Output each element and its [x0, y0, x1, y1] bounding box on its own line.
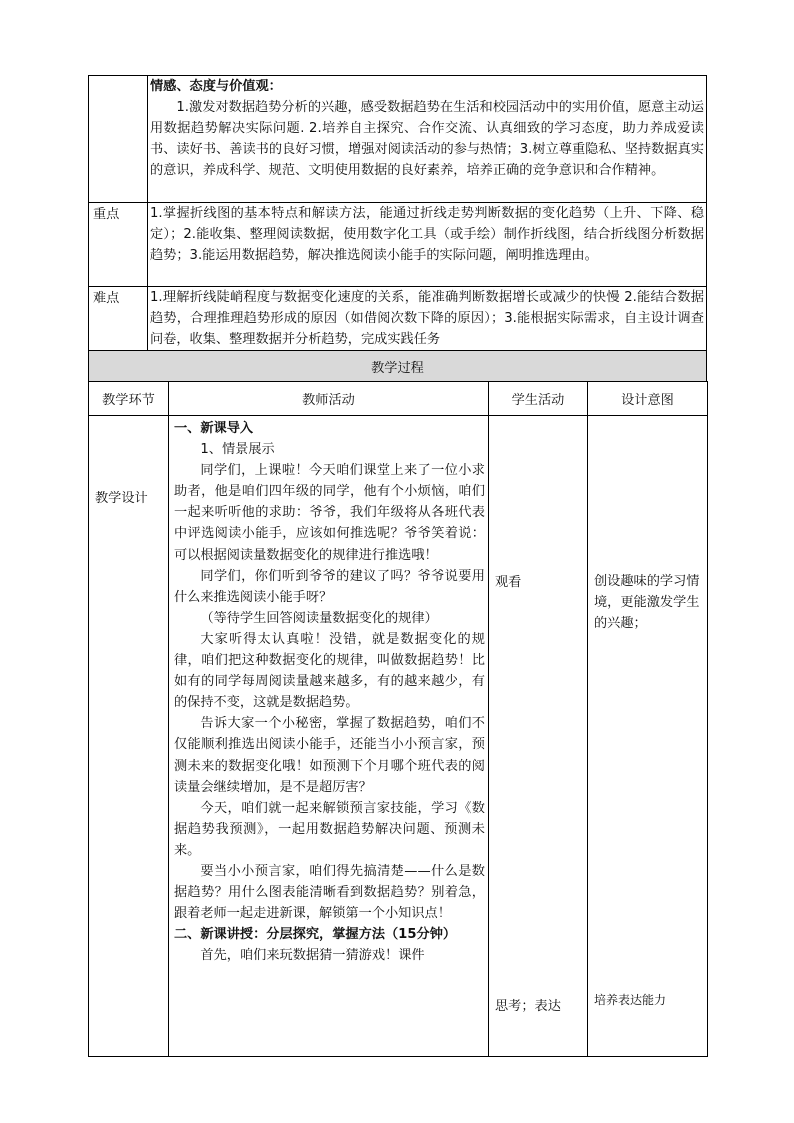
teacher-paragraph: 大家听得太认真啦！没错，就是数据变化的规律，咱们把这种数据变化的规律，叫做数据趋势！比如有的同学每周阅读量越来越多，有的越来越少，有的保持不变，这就是数据趋势。 [174, 631, 485, 711]
header-teacher: 教师活动 [169, 382, 489, 416]
teacher-paragraph: （等待学生回答阅读量数据变化的规律） [200, 610, 438, 626]
teacher-paragraph: 今天，咱们就一起来解锁预言家技能，学习《数据趋势我预测》，一起用数据趋势解决问题、预测未来。 [174, 800, 485, 858]
process-title-bar [88, 350, 707, 382]
teacher-paragraph: 告诉大家一个小秘密，掌握了数据趋势，咱们不仅能顺利推选出阅读小能手，还能当小小预言家，预测未来的数据变化哦！如预测下个月哪个班代表的阅读量会继续增加，是不是超厉害？ [174, 716, 485, 795]
difficulties-text: 1.理解折线陡峭程度与数据变化速度的关系，能准确判断数据增长或减少的快慢 2.能结合数据趋势，合理推理趋势形成的原因（如借阅次数下降的原因）；3.能根据实际需求，自主设计调查问卷，收集、整理数据并分析趋势，完成实践任务 [148, 287, 707, 351]
teacher-paragraph: 首先，咱们来玩数据猜一猜游戏！课件 [200, 948, 425, 964]
teacher-paragraph: 要当小小预言家，咱们得先搞清楚——什么是数据趋势？用什么图表能清晰看到数据趋势？别着急，跟着老师一起走进新课，解锁第一个小知识点！ [174, 863, 485, 922]
key-points-text: 1.掌握折线图的基本特点和解读方法，能通过折线走势判断数据的变化趋势（上升、下降、稳定）；2.能收集、整理阅读数据，使用数字化工具（或手绘）制作折线图，结合折线图分析数据趋势；3.能运用数据趋势，解决推选阅读小能手的实际问题，阐明推选理由。 [148, 203, 707, 287]
design-intent-2: 培养表达能力 [594, 993, 667, 1007]
objectives-table [88, 75, 707, 351]
design-intent-1: 创设趣味的学习情境，更能激发学生的兴趣； [594, 574, 700, 631]
student-activity-2: 思考；表达 [495, 999, 561, 1014]
values-cell [148, 76, 707, 203]
teacher-paragraph: 同学们，你们听到爷爷的建议了吗？爷爷说要用什么来推选阅读小能手呀？ [174, 568, 485, 605]
values-text: 1.激发对数据趋势分析的兴趣，感受数据趋势在生活和校园活动中的实用价值，愿意主动运用数据趋势解决实际问题. 2.培养自主探究、合作交流、认真细致的学习态度，助力养成爱读书、读好书、善读书的良好习惯，增强对阅读活动的参与热情；3.树立尊重隐私、坚持数据真实的意识，养成科学、规范、文明使用数据的良好素养，培养正确的竞争意识和合作精神。 [150, 100, 704, 178]
design-intent-cell [588, 416, 708, 1057]
process-main-row [89, 416, 708, 1057]
process-table [88, 381, 708, 1057]
process-header-row [89, 382, 708, 416]
values-heading: 情感、态度与价值观： [150, 79, 282, 94]
empty-label-cell [89, 76, 148, 203]
stage-label: 教学设计 [95, 491, 148, 506]
header-student: 学生活动 [489, 382, 588, 416]
student-activity-cell [489, 416, 588, 1057]
key-points-label: 重点 [89, 203, 148, 287]
teacher-activity-cell [169, 416, 489, 1057]
section-heading: 一、新课导入 [174, 421, 254, 436]
student-activity-1: 观看 [495, 575, 522, 590]
stage-cell [89, 416, 169, 1057]
section-heading: 二、新课讲授：分层探究，掌握方法（15分钟） [174, 927, 457, 943]
difficulties-label: 难点 [89, 287, 148, 351]
teacher-activity-text [169, 416, 488, 966]
subheading: 1、情景展示 [200, 442, 275, 458]
process-title: 教学过程 [371, 361, 424, 376]
teacher-paragraph: 同学们，上课啦！今天咱们课堂上来了一位小求助者，他是咱们四年级的同学，他有个小烦恼，咱们一起来听听他的求助：爷爷，我们年级将从各班代表中评选阅读小能手，应该如何推选呢？爷爷笑着说：可以根据阅读量数据变化的规律进行推选哦！ [174, 463, 485, 563]
header-stage: 教学环节 [89, 382, 169, 416]
header-intent: 设计意图 [588, 382, 708, 416]
